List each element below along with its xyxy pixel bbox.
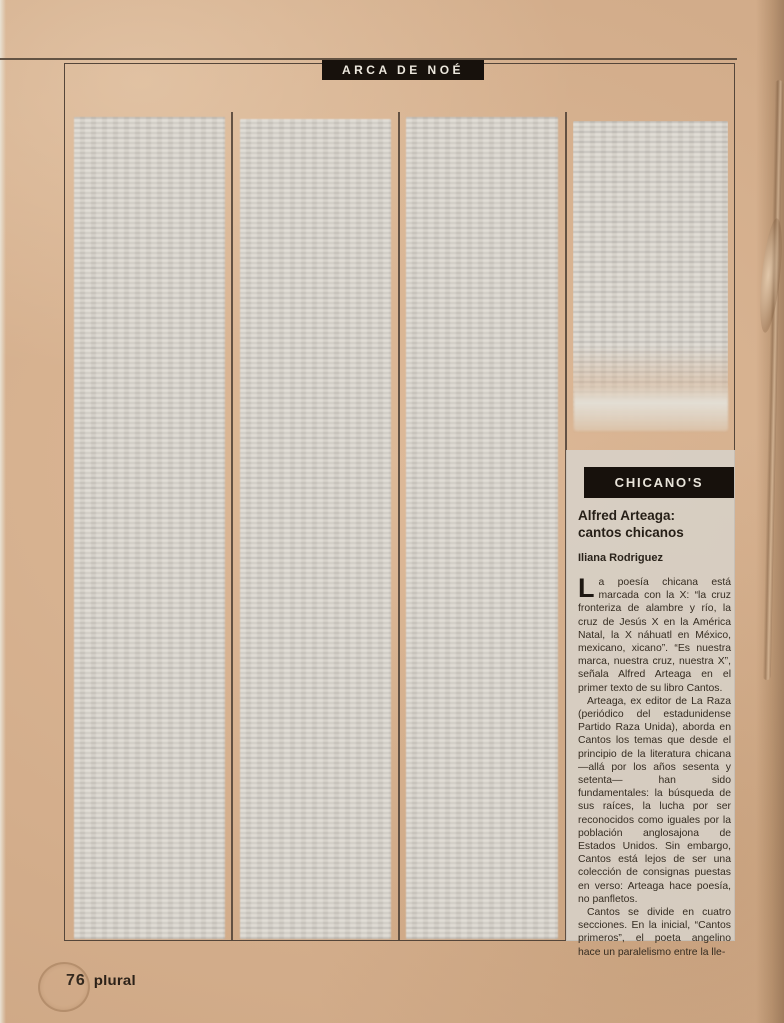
article-title-line1: Alfred Arteaga: bbox=[578, 508, 676, 523]
section-banner bbox=[322, 60, 484, 80]
scan-edge-left bbox=[0, 0, 6, 1023]
article-title-line2: cantos chicanos bbox=[578, 524, 684, 540]
column-divider bbox=[398, 112, 400, 941]
article-paragraph-opening bbox=[578, 573, 731, 695]
article-paragraph: Arteaga, ex editor de La Raza (periódico del estadunidense Partido Raza Unida), aborda en Cantos los temas que desde el principio de la literatura chicana —allá por los años sesenta y setenta— han sido fundamentales: la búsqueda de sus raíces, la lucha por ser reconocidos como iguales por la población anglosajona de Estados Unidos. Sin embargo, Cantos está lejos de ser una colección de consignas puestas en verso: Arteaga hace poesía, no panfletos. bbox=[578, 695, 731, 905]
faded-text-column-1 bbox=[74, 117, 225, 939]
page-footer bbox=[66, 972, 136, 990]
article-kicker-label: CHICANO'S bbox=[614, 475, 704, 490]
dropcap-letter: L bbox=[578, 573, 595, 603]
article-body bbox=[578, 573, 731, 959]
magazine-logo: plural bbox=[93, 972, 136, 989]
column-divider bbox=[231, 112, 233, 941]
article-title bbox=[578, 508, 734, 541]
section-banner-label: ARCA DE NOÉ bbox=[341, 63, 465, 77]
article-kicker-box bbox=[584, 467, 734, 498]
faded-highlight-patch bbox=[574, 383, 728, 431]
article-opening-text: a poesía chicana está marcada con la X: “la cruz fronteriza de alambre y río, la cruz de Jesús X en la América Natal, la X náhuatl en México, mexicano, xicano”. “Es nuestra marca, nuestra cruz, nuestra X”, señala Alfred Arteaga en el primer texto de su libro Cantos. bbox=[578, 577, 731, 694]
faded-text-column-2 bbox=[240, 119, 391, 939]
faded-text-column-3 bbox=[406, 117, 558, 939]
article-paragraph: Cantos se divide en cuatro secciones. En la inicial, “Cantos primeros”, el poeta angelino hace un paralelismo entre la lle- bbox=[578, 907, 731, 958]
page-number: 76 bbox=[66, 972, 86, 989]
article-byline: Iliana Rodriguez bbox=[578, 552, 663, 564]
